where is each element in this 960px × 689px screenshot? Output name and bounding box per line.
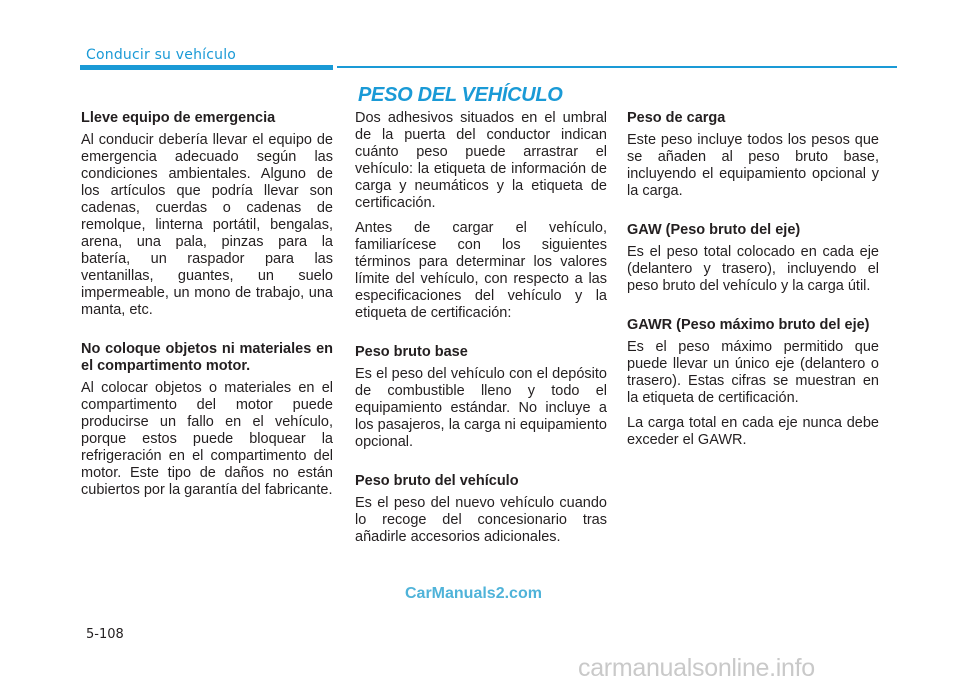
base-curb-weight-text: Es el peso del vehículo con el depósito de combustible lleno y todo el equipamiento estándar. No incluye a los pasajeros, la carga ni equipamiento opcional. [355, 366, 607, 450]
gaw-text: Es el peso total colocado en cada eje (delantero y trasero), incluyendo el peso bruto del vehículo y la carga útil. [627, 244, 879, 294]
engine-compartment-heading: No coloque objetos ni materiales en el compartimento motor. [81, 341, 333, 374]
page-heading: PESO DEL VEHÍCULO [358, 84, 563, 106]
vehicle-curb-weight-heading: Peso bruto del vehículo [355, 473, 519, 489]
vehicle-curb-weight-text: Es el peso del nuevo vehículo cuando lo recoge del concesionario tras añadirle accesorios adicionales. [355, 495, 607, 545]
gaw-heading: GAW (Peso bruto del eje) [627, 222, 801, 238]
gawr-limit-text: La carga total en cada eje nunca debe exceder el GAWR. [627, 415, 879, 448]
header-rule-right [337, 66, 897, 68]
page-number: 5-108 [86, 627, 124, 642]
cargo-weight-heading: Peso de carga [627, 110, 726, 126]
footer-site-watermark: carmanualsonline.info [578, 654, 815, 682]
emergency-equipment-text: Al conducir debería llevar el equipo de emergencia adecuado según las condiciones ambientales. Alguno de los artículos que podría llevar son cadenas, cuerdas o cadenas de remolque, linterna portátil, bengalas, arena, una pala, pinzas para la batería, un raspador para las ventanillas, guantes, un suelo impermeable, un mono de trabajo, una manta, etc. [81, 132, 333, 318]
column-right [627, 110, 879, 457]
labels-intro-text: Dos adhesivos situados en el umbral de la puerta del conductor indican cuánto peso puede arrastrar el vehículo: la etiqueta de información de carga y neumáticos y la etiqueta de certificación. [355, 110, 607, 211]
emergency-equipment-heading: Lleve equipo de emergencia [81, 110, 276, 126]
section-title: Conducir su vehículo [86, 47, 237, 63]
cargo-weight-text: Este peso incluye todos los pesos que se añaden al peso bruto base, incluyendo el equipamiento opcional y la carga. [627, 132, 879, 199]
engine-compartment-text: Al colocar objetos o materiales en el compartimento del motor puede producirse un fallo en el vehículo, porque estos puede bloquear la refrigeración en el compartimento del motor. Este tipo de daños no están cubiertos por la garantía del fabricante. [81, 380, 333, 498]
watermark-link[interactable]: CarManuals2.com [405, 585, 542, 602]
gawr-heading: GAWR (Peso máximo bruto del eje) [627, 317, 870, 333]
column-middle [355, 110, 607, 554]
gawr-text: Es el peso máximo permitido que puede llevar un único eje (delantero o trasero). Estas cifras se muestran en la etiqueta de certificación. [627, 339, 879, 406]
base-curb-weight-heading: Peso bruto base [355, 344, 468, 360]
header-rule-left [80, 65, 333, 70]
column-left [81, 110, 333, 507]
terms-intro-text: Antes de cargar el vehículo, familiarícese con los siguientes términos para determinar los valores límite del vehículo, con respecto a las especificaciones del vehículo y la etiqueta de certificación: [355, 220, 607, 321]
